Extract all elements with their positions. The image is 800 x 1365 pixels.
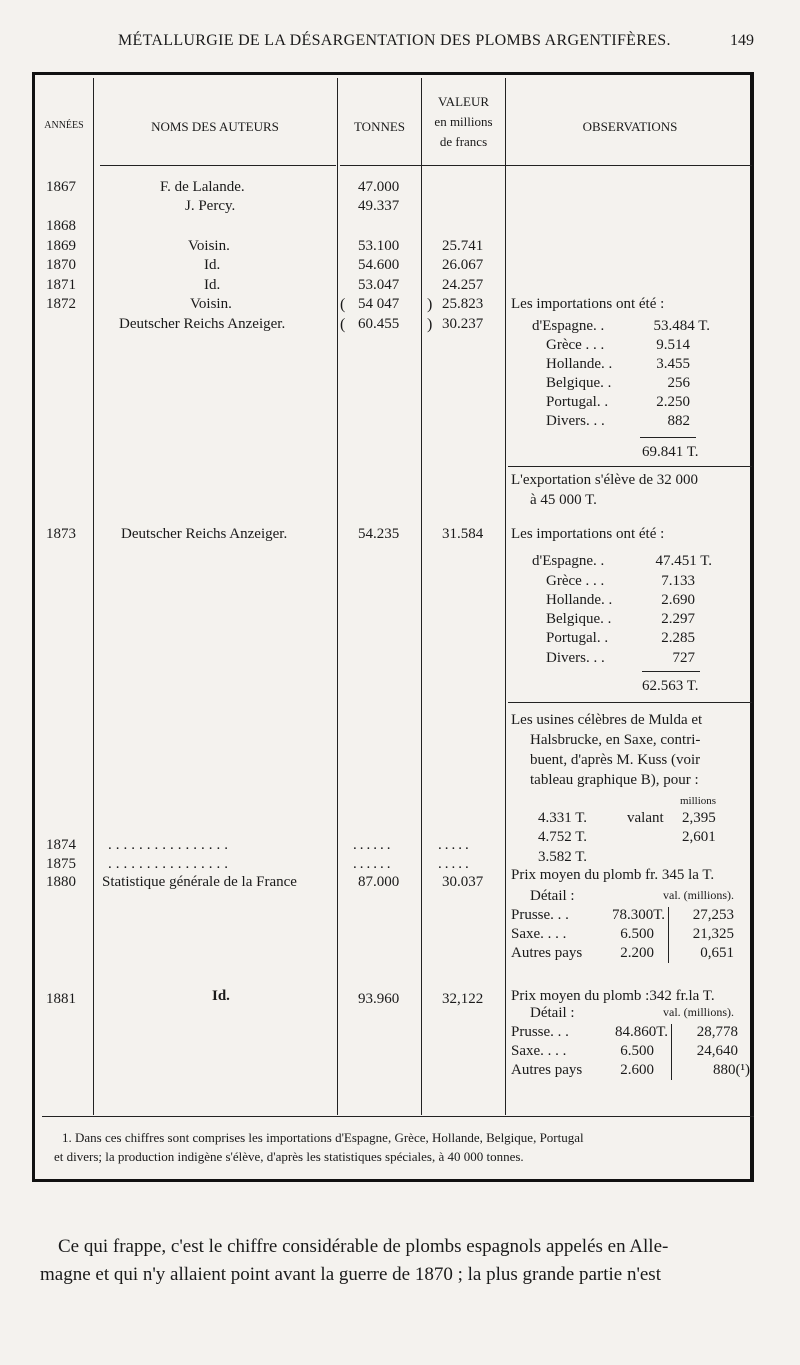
production-tonnes: 3.582 T.: [538, 849, 588, 865]
valeur-cell: 24.257: [442, 277, 484, 293]
production-tonnes: 4.331 T.: [538, 810, 588, 826]
column-header-tonnes: TONNES: [353, 119, 406, 134]
tonnes-cell: 54.600: [358, 257, 400, 273]
year-cell: 1874: [46, 837, 76, 853]
column-rule: [93, 78, 94, 1115]
detail-tonnes: 84.860T.: [614, 1024, 668, 1040]
import-country: Belgique. .: [546, 375, 612, 391]
detail-label: Détail :: [530, 888, 575, 904]
column-header-valeur-millions: en millions: [434, 114, 493, 129]
import-value: 47.451 T.: [655, 553, 712, 569]
author-cell: Id.: [204, 277, 221, 293]
tonnes-cell: 53.100: [358, 238, 400, 254]
author-cell: Voisin.: [188, 238, 230, 254]
observation-text: Les importations ont été :: [511, 296, 665, 312]
production-value: 2,395: [682, 810, 716, 826]
detail-tonnes: 6.500: [620, 926, 654, 942]
import-country: Grèce . . .: [546, 337, 605, 353]
detail-value: 0,651: [700, 945, 734, 961]
tonnes-cell: 87.000: [358, 874, 400, 890]
brace-right: ): [427, 296, 433, 313]
import-value: 2.297: [661, 611, 695, 627]
detail-value: 21,325: [692, 926, 734, 942]
import-value: 256: [667, 375, 690, 391]
detail-tonnes: 2.200: [620, 945, 654, 961]
detail-tonnes: 6.500: [620, 1043, 654, 1059]
separator-rule: [508, 702, 752, 703]
body-paragraph-line: Ce qui frappe, c'est le chiffre considérable de plombs espagnols appelés en Alle-: [58, 1236, 669, 1257]
column-header-observations: OBSERVATIONS: [582, 119, 678, 134]
millions-label: millions: [680, 795, 717, 807]
detail-country: Prusse. . .: [511, 1024, 569, 1040]
year-cell: 1873: [46, 526, 76, 542]
tonnes-cell: ......: [353, 837, 394, 853]
detail-country: Autres pays: [511, 1062, 583, 1078]
production-label: valant: [627, 810, 664, 826]
import-country: Divers. . .: [546, 650, 605, 666]
column-rule: [505, 78, 506, 1115]
column-header-valeur-francs: de francs: [439, 134, 488, 149]
header-rule: [100, 165, 336, 166]
detail-label: Détail :: [530, 1005, 575, 1021]
import-country: Portugal. .: [546, 630, 609, 646]
tonnes-cell: 54.235: [358, 526, 400, 542]
observation-text: Prix moyen du plomb fr. 345 la T.: [511, 867, 715, 883]
observation-text: Les usines célèbres de Mulda et: [511, 712, 703, 728]
detail-tonnes: 78.300T.: [611, 907, 665, 923]
author-cell: ................: [108, 856, 232, 872]
import-value: 2.285: [661, 630, 695, 646]
tonnes-cell: ......: [353, 856, 394, 872]
year-cell: 1870: [46, 257, 76, 273]
value-unit-label: val. (millions).: [663, 1005, 734, 1019]
header-rule: [340, 165, 752, 166]
author-cell: Statistique générale de la France: [102, 874, 297, 890]
separator-rule: [508, 466, 752, 467]
sum-rule: [642, 671, 700, 672]
tonnes-cell: 93.960: [358, 991, 400, 1007]
column-header-authors: NOMS DES AUTEURS: [151, 119, 279, 134]
tonnes-cell: 54 047: [358, 296, 400, 312]
import-value: 2.690: [661, 592, 695, 608]
observation-text: L'exportation s'élève de 32 000: [511, 472, 699, 488]
detail-rule: [671, 1024, 672, 1080]
import-value: 9.514: [656, 337, 690, 353]
brace-left: (: [340, 316, 346, 333]
observation-text: tableau graphique B), pour :: [530, 772, 699, 788]
import-country: Divers. . .: [546, 413, 605, 429]
valeur-cell: 26.067: [442, 257, 484, 273]
author-cell: Deutscher Reichs Anzeiger.: [121, 526, 288, 542]
valeur-cell: .....: [438, 856, 472, 872]
author-cell: ................: [108, 837, 232, 853]
observation-text: à 45 000 T.: [530, 492, 597, 508]
tonnes-cell: 49.337: [358, 198, 400, 214]
valeur-cell: 31.584: [442, 526, 484, 542]
valeur-cell: 25.741: [442, 238, 484, 254]
import-country: Hollande. .: [546, 356, 613, 372]
column-rule: [421, 78, 422, 1115]
import-country: Portugal. .: [546, 394, 609, 410]
author-cell: Voisin.: [190, 296, 232, 312]
import-value: 727: [672, 650, 695, 666]
footnote: 1. Dans ces chiffres sont comprises les importations d'Espagne, Grèce, Hollande, Belgique, Portugal: [62, 1130, 584, 1145]
detail-country: Saxe. . . .: [511, 926, 567, 942]
year-cell: 1868: [46, 218, 76, 234]
year-cell: 1880: [46, 874, 76, 890]
valeur-cell: 25.823: [442, 296, 484, 312]
import-value: 53.484 T.: [653, 318, 710, 334]
footnote: et divers; la production indigène s'élève, d'après les statistiques spéciales, à 40 000 tonnes.: [54, 1149, 524, 1164]
import-value: 7.133: [661, 573, 695, 589]
year-cell: 1867: [46, 179, 76, 195]
brace-right: ): [427, 316, 433, 333]
detail-value: 880(¹): [713, 1062, 750, 1078]
import-value: 882: [667, 413, 690, 429]
valeur-cell: 30.037: [442, 874, 484, 890]
running-title: MÉTALLURGIE DE LA DÉSARGENTATION DES PLOMBS ARGENTIFÈRES.: [118, 32, 671, 49]
year-cell: 1869: [46, 238, 76, 254]
import-value: 3.455: [656, 356, 690, 372]
detail-country: Autres pays: [511, 945, 583, 961]
import-total: 62.563 T.: [642, 678, 699, 694]
year-cell: 1871: [46, 277, 76, 293]
detail-tonnes: 2.600: [620, 1062, 654, 1078]
valeur-cell: 32,122: [442, 991, 484, 1007]
production-tonnes: 4.752 T.: [538, 829, 588, 845]
column-header-years: ANNÉES: [44, 120, 84, 131]
author-cell: Id.: [204, 257, 221, 273]
observation-text: Halsbrucke, en Saxe, contri-: [530, 732, 701, 748]
observation-text: buent, d'après M. Kuss (voir: [530, 752, 701, 768]
observation-text: Les importations ont été :: [511, 526, 665, 542]
author-cell: Id.: [212, 988, 230, 1004]
tonnes-cell: 60.455: [358, 316, 400, 332]
brace-left: (: [340, 296, 346, 313]
detail-rule: [668, 907, 669, 963]
detail-value: 28,778: [696, 1024, 738, 1040]
detail-value: 24,640: [696, 1043, 738, 1059]
tonnes-cell: 53.047: [358, 277, 400, 293]
detail-country: Prusse. . .: [511, 907, 569, 923]
year-cell: 1872: [46, 296, 76, 312]
import-country: Grèce . . .: [546, 573, 605, 589]
footnote-rule: [42, 1116, 754, 1117]
import-country: d'Espagne. .: [532, 318, 605, 334]
value-unit-label: val. (millions).: [663, 888, 734, 902]
author-cell: F. de Lalande.: [160, 179, 245, 195]
observation-text: Prix moyen du plomb :342 fr.la T.: [511, 988, 715, 1004]
import-country: Hollande. .: [546, 592, 613, 608]
year-cell: 1881: [46, 991, 76, 1007]
valeur-cell: .....: [438, 837, 472, 853]
valeur-cell: 30.237: [442, 316, 484, 332]
column-rule: [337, 78, 338, 1115]
author-cell: Deutscher Reichs Anzeiger.: [119, 316, 286, 332]
author-cell: J. Percy.: [185, 198, 236, 214]
detail-country: Saxe. . . .: [511, 1043, 567, 1059]
production-value: 2,601: [682, 829, 716, 845]
tonnes-cell: 47.000: [358, 179, 400, 195]
column-header-valeur: VALEUR: [437, 94, 490, 109]
import-country: Belgique. .: [546, 611, 612, 627]
detail-value: 27,253: [692, 907, 734, 923]
sum-rule: [640, 437, 696, 438]
page-number: 149: [730, 32, 754, 49]
import-total: 69.841 T.: [642, 444, 699, 460]
body-paragraph-line: magne et qui n'y allaient point avant la guerre de 1870 ; la plus grande partie n'est: [40, 1264, 661, 1285]
import-value: 2.250: [656, 394, 690, 410]
year-cell: 1875: [46, 856, 76, 872]
import-country: d'Espagne. .: [532, 553, 605, 569]
